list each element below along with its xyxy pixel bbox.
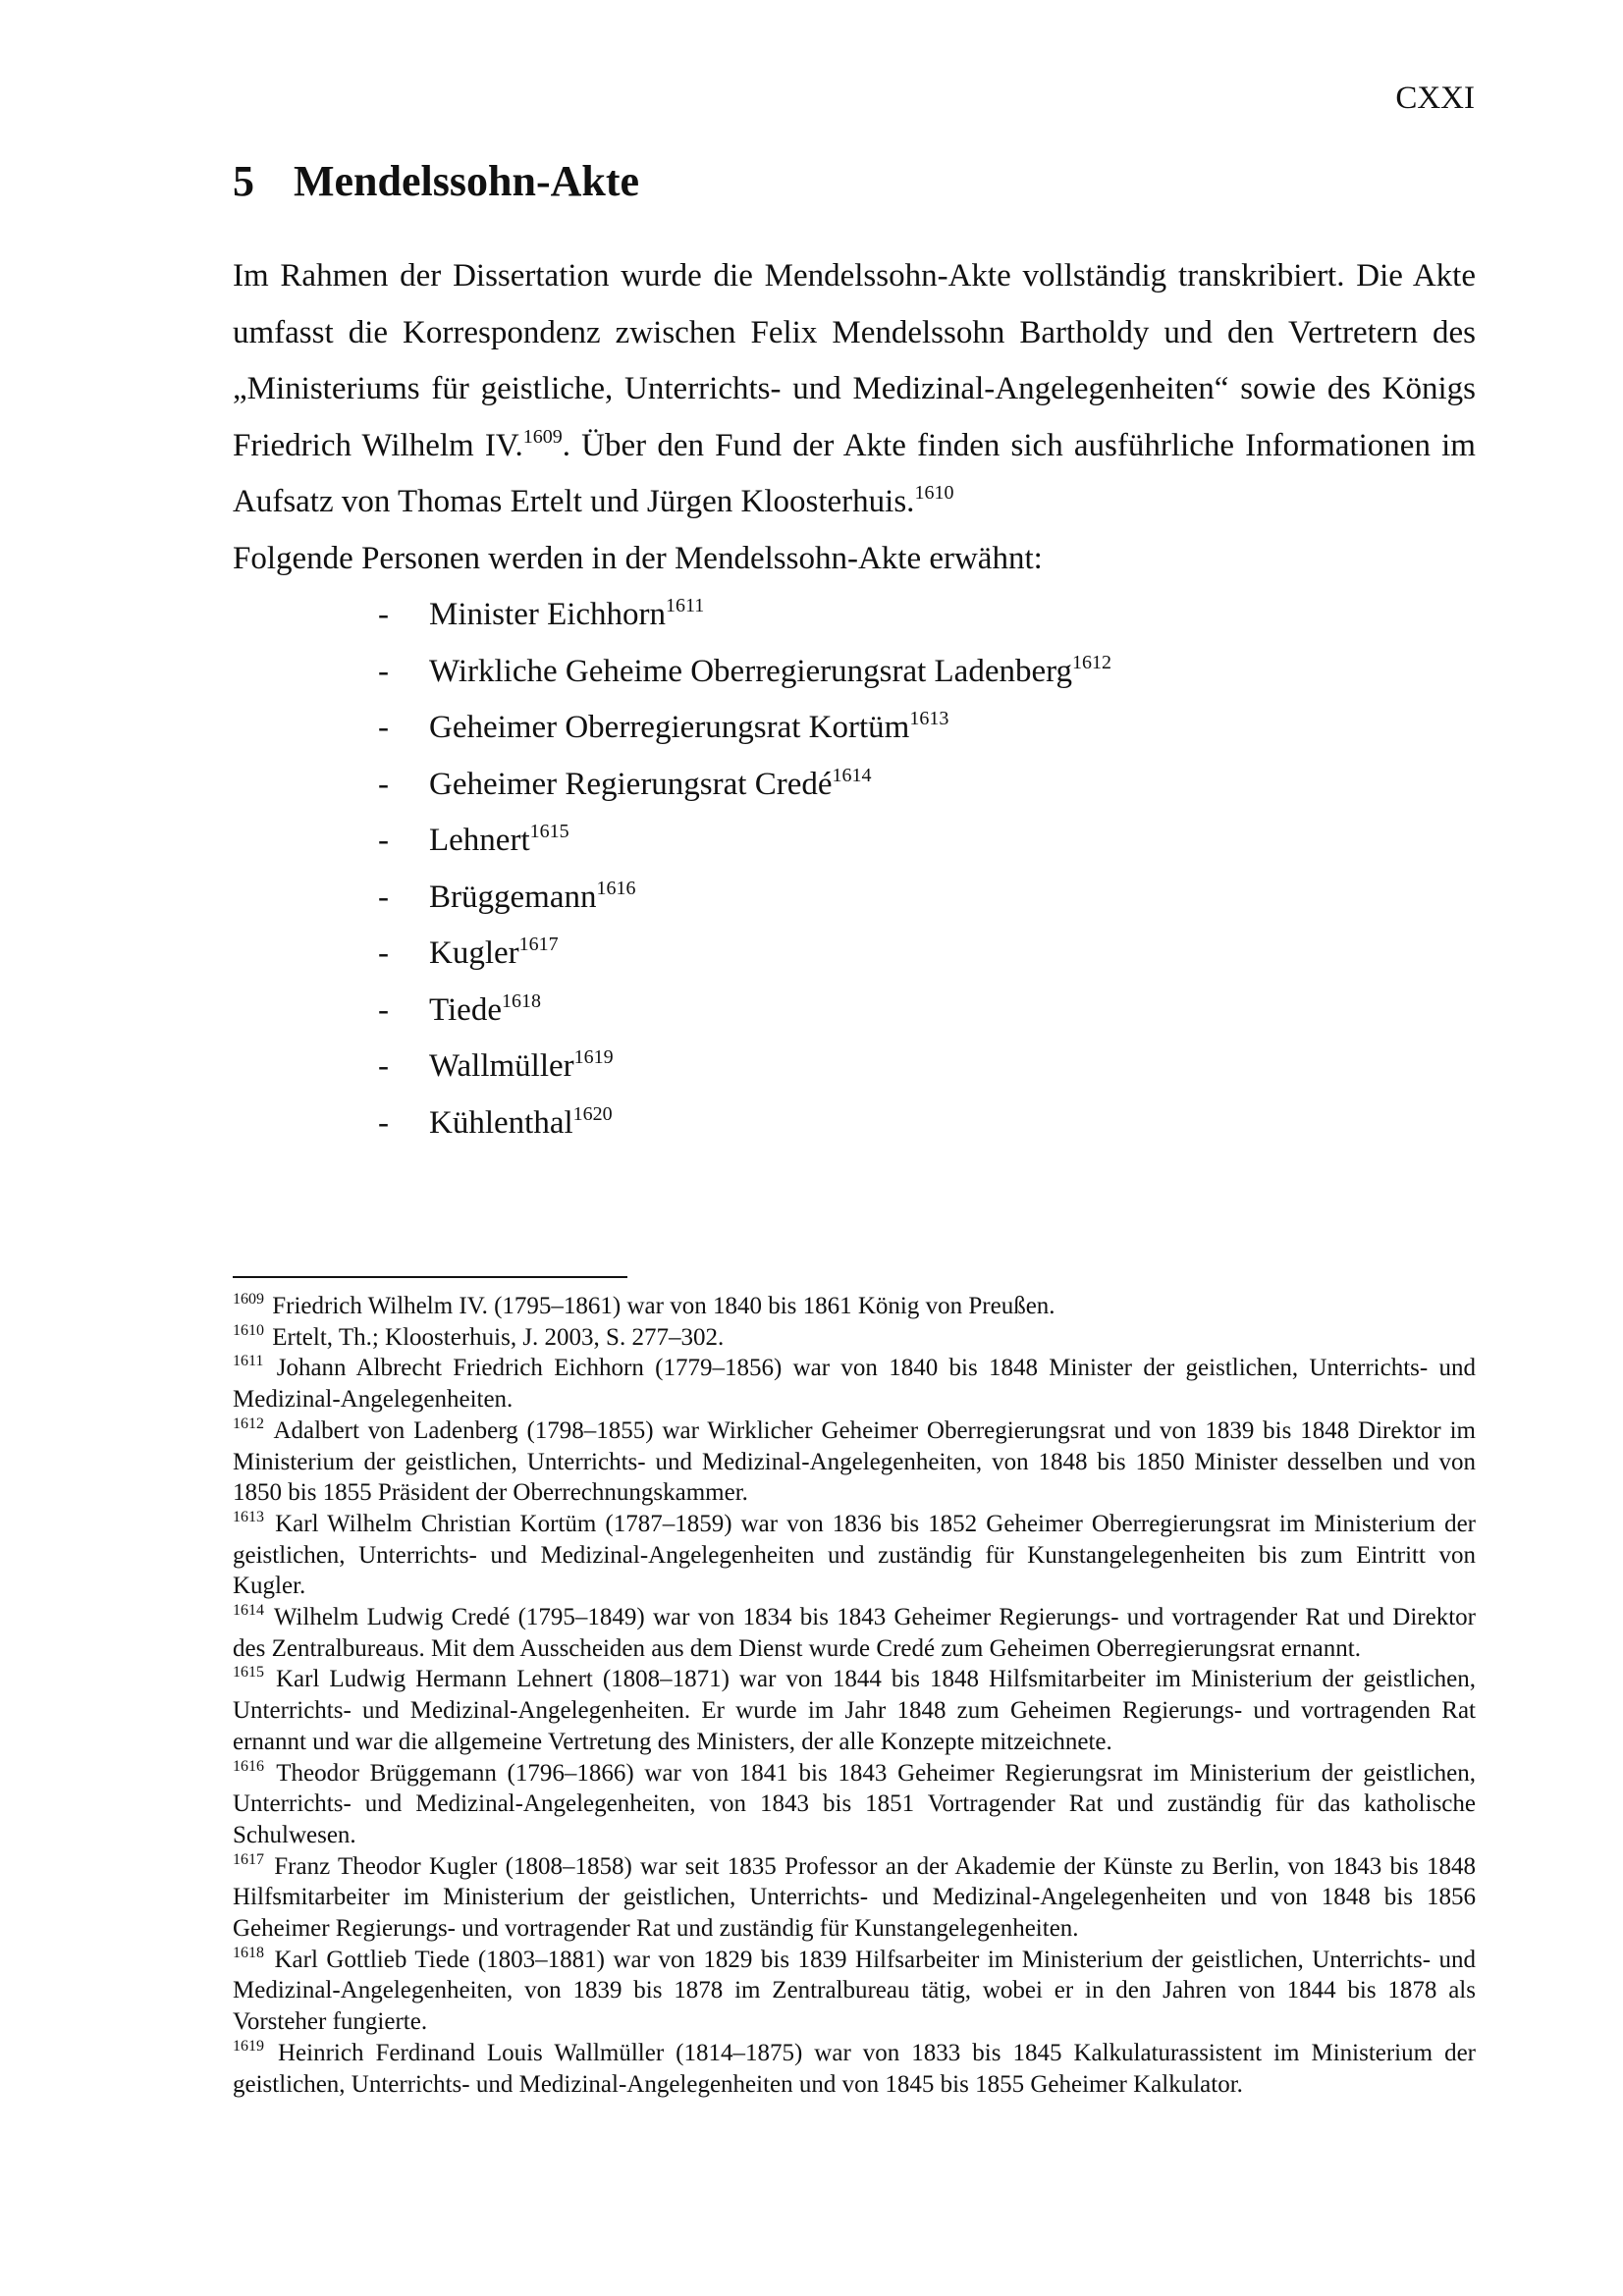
footnote-number: 1619 xyxy=(233,2037,264,2055)
footnote-ref[interactable]: 1609 xyxy=(522,425,563,448)
chapter-number: 5 xyxy=(233,157,254,205)
list-dash: - xyxy=(378,879,389,915)
intro-line xyxy=(233,474,1476,531)
footnote-ref[interactable]: 1617 xyxy=(518,934,559,955)
footnotes xyxy=(233,1291,1476,2100)
list-dash: - xyxy=(378,991,389,1028)
footnote-text: Theodor Brüggemann (1796–1866) war von 1841 bis 1843 Geheimer Regierungsrat im Ministerium der geistlichen, Unterrichts- und Medizinal-Angelegenheiten, von 1843 bis 1851 Vortragender Rat und zuständig für das katholische Schulwesen. xyxy=(233,1759,1476,1848)
persons-intro: Folgende Personen werden in der Mendelssohn-Akte erwähnt: xyxy=(233,540,1043,576)
list-item xyxy=(233,926,1476,983)
intro-line xyxy=(233,418,1476,475)
list-item xyxy=(233,870,1476,927)
footnote-ref[interactable]: 1611 xyxy=(666,595,705,616)
footnote-number: 1615 xyxy=(233,1664,264,1682)
footnote-number: 1611 xyxy=(233,1353,264,1370)
footnote xyxy=(233,1291,1476,1322)
footnote xyxy=(233,1602,1476,1664)
list-dash: - xyxy=(378,823,389,858)
list-item xyxy=(233,1095,1476,1152)
footnote xyxy=(233,1945,1476,2038)
list-item xyxy=(233,1039,1476,1095)
footnote-ref[interactable]: 1613 xyxy=(909,708,949,729)
footnote-text: Ertelt, Th.; Kloosterhuis, J. 2003, S. 277–302. xyxy=(272,1323,725,1351)
footnote-ref[interactable]: 1610 xyxy=(914,482,954,504)
intro-paragraph xyxy=(233,248,1476,531)
footnote xyxy=(233,1415,1476,1509)
intro-line: „Ministeriums für geistliche, Unterrichts- und Medizinal-Angelegenheiten“ sowie des Königs xyxy=(233,371,1476,406)
person-name: Kühlenthal xyxy=(429,1104,573,1141)
person-name: Wirkliche Geheime Oberregierungsrat Ladenberg xyxy=(429,653,1073,689)
person-name: Kugler xyxy=(429,935,519,971)
footnote-text: Franz Theodor Kugler (1808–1858) war seit 1835 Professor an der Akademie der Künste zu Berlin, von 1843 bis 1848 Hilfsmitarbeiter im Ministerium der geistlichen, Unterrichts- und Medizinal-Angelegenheiten und von 1848 bis 1856 Geheimer Regierungs- und vortragender Rat und zuständig für Kunstangelegenheiten. xyxy=(233,1852,1476,1943)
person-name: Brüggemann xyxy=(429,879,597,915)
person-list xyxy=(233,587,1476,1151)
chapter-heading xyxy=(233,157,639,206)
person-name: Geheimer Oberregierungsrat Kortüm xyxy=(429,710,910,745)
list-item xyxy=(233,700,1476,757)
footnote xyxy=(233,2038,1476,2100)
footnote-text: Karl Ludwig Hermann Lehnert (1808–1871) war von 1844 bis 1848 Hilfsmitarbeiter im Ministerium der geistlichen, Unterrichts- und Medizinal-Angelegenheiten. Er wurde im Jahr 1848 zum Geheimen Regierungs- und vortragenden Rat ernannt und war die allgemeine Vertretung des Ministers, der alle Konzepte mitzeichnete. xyxy=(233,1666,1477,1755)
footnote-number: 1618 xyxy=(233,1944,264,1961)
footnote-number: 1610 xyxy=(233,1321,264,1339)
list-dash: - xyxy=(378,935,389,971)
page-number: CXXI xyxy=(1395,80,1475,116)
list-dash: - xyxy=(378,710,389,745)
list-dash: - xyxy=(378,1048,389,1084)
footnote xyxy=(233,1353,1476,1415)
intro-line: umfasst die Korrespondenz zwischen Felix Mendelssohn Bartholdy und den Vertretern des xyxy=(233,314,1476,350)
intro-line: Im Rahmen der Dissertation wurde die Mendelssohn-Akte vollständig transkribiert. Die Akte xyxy=(233,258,1476,294)
list-item xyxy=(233,644,1476,701)
footnote-number: 1617 xyxy=(233,1850,264,1868)
footnote-text: Karl Gottlieb Tiede (1803–1881) war von 1829 bis 1839 Hilfsarbeiter im Ministerium der geistlichen, Unterrichts- und Medizinal-Angelegenheiten, von 1839 bis 1878 im Zentralbureau tätig, wobei er in den Jahren von 1844 bis 1878 als Vorsteher fungierte. xyxy=(233,1946,1477,2036)
footnote-text: Adalbert von Ladenberg (1798–1855) war Wirklicher Geheimer Oberregierungsrat und von 1839 bis 1848 Direktor im Ministerium der geistlichen, Unterrichts- und Medizinal-Angelegenheiten, von 1848 bis 1850 Minister desselben und von 1850 bis 1855 Präsident der Oberrechnungskammer. xyxy=(233,1416,1476,1507)
footnote-ref[interactable]: 1618 xyxy=(501,989,541,1012)
footnote-text: Friedrich Wilhelm IV. (1795–1861) war von 1840 bis 1861 König von Preußen. xyxy=(272,1293,1055,1319)
list-dash: - xyxy=(378,1104,389,1141)
footnote-text: Wilhelm Ludwig Credé (1795–1849) war von 1834 bis 1843 Geheimer Regierungs- und vortragender Rat und Direktor des Zentralbureaus. Mit dem Ausscheiden aus dem Dienst wurde Credé zum Geheimen Oberregierungsrat ernannt. xyxy=(233,1604,1476,1662)
body-text xyxy=(233,248,1476,1151)
list-dash: - xyxy=(378,766,389,802)
intro-text: Aufsatz von Thomas Ertelt und Jürgen Kloosterhuis. xyxy=(233,484,915,519)
footnote-ref[interactable]: 1616 xyxy=(596,877,636,899)
person-name: Minister Eichhorn xyxy=(429,597,667,632)
footnote-ref[interactable]: 1612 xyxy=(1072,651,1112,673)
footnote-text: Johann Albrecht Friedrich Eichhorn (1779–1856) war von 1840 bis 1848 Minister der geistlichen, Unterrichts- und Medizinal-Angelegenheiten. xyxy=(233,1355,1476,1414)
footnote-ref[interactable]: 1614 xyxy=(832,764,872,786)
footnote-ref[interactable]: 1620 xyxy=(572,1102,613,1125)
list-dash: - xyxy=(378,597,389,632)
person-name: Tiede xyxy=(429,991,502,1028)
list-item xyxy=(233,983,1476,1040)
footnote xyxy=(233,1509,1476,1602)
footnote-number: 1612 xyxy=(233,1415,264,1432)
list-item xyxy=(233,587,1476,644)
footnote-text: Karl Wilhelm Christian Kortüm (1787–1859) war von 1836 bis 1852 Geheimer Oberregierungsrat im Ministerium der geistlichen, Unterrichts- und Medizinal-Angelegenheiten und zuständig für Kunstangelegenheiten bis zum Eintritt von Kugler. xyxy=(233,1510,1477,1600)
footnote xyxy=(233,1758,1476,1851)
footnote-text: Heinrich Ferdinand Louis Wallmüller (1814–1875) war von 1833 bis 1845 Kalkulaturassistent im Ministerium der geistlichen, Unterrichts- und Medizinal-Angelegenheiten und von 1845 bis 1855 Geheimer Kalkulator. xyxy=(233,2039,1476,2098)
chapter-title: Mendelssohn-Akte xyxy=(294,157,640,205)
list-dash: - xyxy=(378,653,389,689)
footnote xyxy=(233,1664,1476,1757)
footnote-separator xyxy=(233,1276,627,1278)
footnote-number: 1609 xyxy=(233,1291,264,1308)
person-name: Geheimer Regierungsrat Credé xyxy=(429,766,833,802)
list-item xyxy=(233,757,1476,814)
footnote-ref[interactable]: 1619 xyxy=(573,1046,614,1068)
footnote xyxy=(233,1851,1476,1945)
footnote-number: 1614 xyxy=(233,1602,264,1620)
intro-text: Friedrich Wilhelm IV. xyxy=(233,427,523,463)
intro-text: . Über den Fund der Akte finden sich ausführliche Informationen im xyxy=(562,427,1476,463)
footnote-ref[interactable]: 1615 xyxy=(529,821,569,842)
footnote-number: 1613 xyxy=(233,1508,264,1525)
footnote xyxy=(233,1322,1476,1354)
footnote-number: 1616 xyxy=(233,1757,264,1775)
list-item xyxy=(233,813,1476,870)
person-name: Lehnert xyxy=(429,823,530,858)
person-name: Wallmüller xyxy=(429,1048,574,1084)
